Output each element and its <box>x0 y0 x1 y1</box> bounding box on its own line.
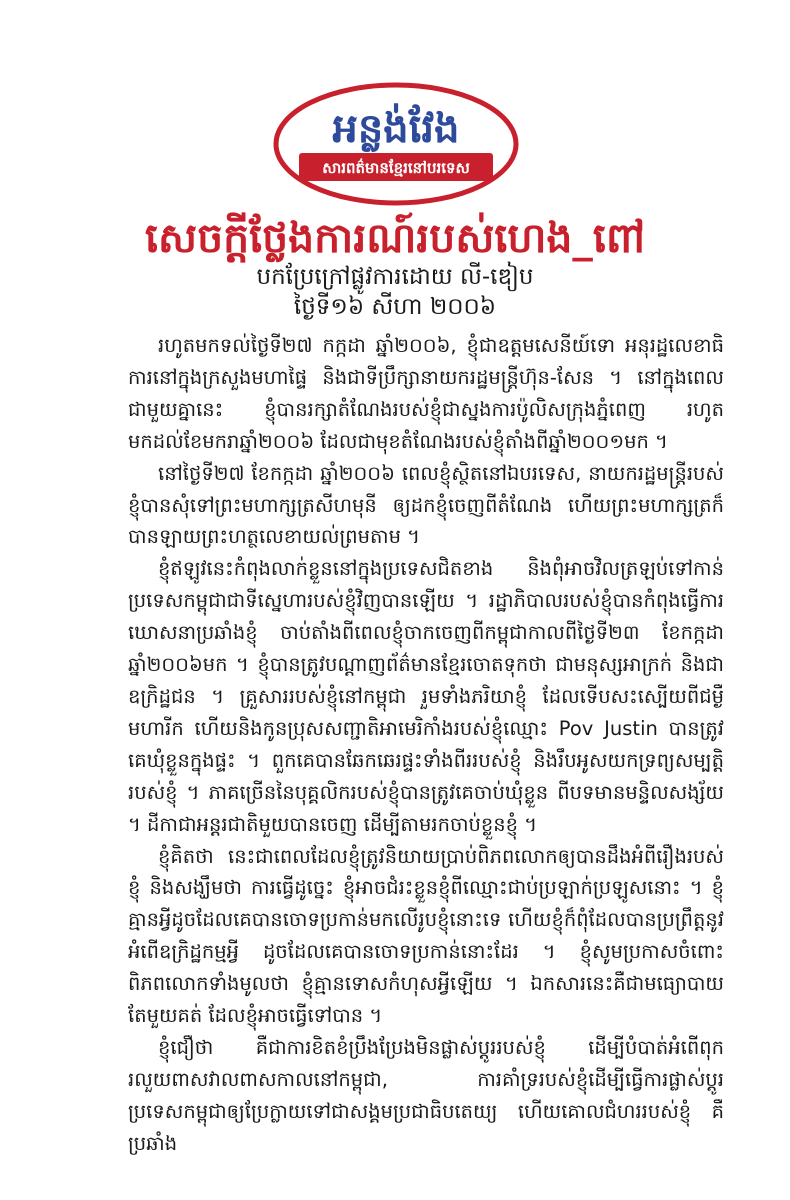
translator-credit: បកប្រែក្រៅផ្លូវការដោយ លី-ឌៀប <box>256 264 534 290</box>
body-paragraph: រហូតមកទល់ថ្ងៃទី២៧ កក្កដា ឆ្នាំ២០០៦, ខ្ញុំជាឧត្តមសេនីយ៍ទោ អនុរដ្ឋលេខាធិការនៅក្នុងក្រសួងមហាផ្ទៃ និងជាទីប្រឹក្សានាយករដ្ឋមន្ត្រីហ៊ុន-សែន ។ នៅក្នុងពេលជាមួយគ្នានេះ ខ្ញុំបានរក្សាតំណែងរបស់ខ្ញុំជាស្នងការប៉ូលិសក្រុងភ្នំពេញ រហូតមកដល់ខែមករាឆ្នាំ២០០៦ ដែលជាមុខតំណែងរបស់ខ្ញុំតាំងពីឆ្នាំ២០០១មក ។ <box>128 334 724 453</box>
statement-title: សេចក្តីថ្លែងការណ៍របស់ហេង_ពៅ <box>145 214 645 262</box>
body-paragraph: ខ្ញុំឥឡូវនេះកំពុងលាក់ខ្លួននៅក្នុងប្រទេសជិតខាង និងពុំអាចវិលត្រឡប់ទៅកាន់ប្រទេសកម្ពុជាជាទីស្នេហារបស់ខ្ញុំវិញបានឡើយ ។ រដ្ឋាភិបាលរបស់ខ្ញុំបានកំពុងធ្វើការឃោសនាប្រឆាំងខ្ញុំ ចាប់តាំងពីពេលខ្ញុំចាកចេញពីកម្ពុជាកាលពីថ្ងៃទី២៣ ខែកក្កដា ឆ្នាំ២០០៦មក ។ ខ្ញុំបានត្រូវបណ្តាញព័ត៌មានខ្មែរចោតទុកថា ជាមនុស្សអាក្រក់ និងជាឧក្រិដ្ឋជន ។ គ្រួសាររបស់ខ្ញុំនៅកម្ពុជា រួមទាំងភរិយាខ្ញុំ ដែលទើបសះស្បើយពីជម្ងឺមហារីក ហើយនិងកូនប្រុសសញ្ជាតិអាមេរិកាំងរបស់ខ្ញុំឈ្មោះ Pov Justin បានត្រូវគេឃុំខ្លួនក្នុងផ្ទះ ។ ពួកគេបានឆែកឆេរផ្ទះទាំងពីររបស់ខ្ញុំ និងរឹបអូសយកទ្រព្យសម្បត្តិរបស់ខ្ញុំ ។ ភាគច្រើននៃបុគ្គលិករបស់ខ្ញុំបានត្រូវគេចាប់ឃុំខ្លួន ពីបទមានមន្ទិលសង្ស័យ ។ ដីកាជាអន្តរជាតិមួយបានចេញ ដើម្បីតាមរកចាប់ខ្លួនខ្ញុំ ។ <box>128 557 724 836</box>
body-paragraph: ខ្ញុំជឿថា គឺជាការខិតខំប្រឹងប្រែងមិនផ្លាស់ប្តូររបស់ខ្ញុំ ដើម្បីបំបាត់អំពើពុករលួយពាសវាលពាសកាលនៅកម្ពុជា, ការគាំទ្ររបស់ខ្ញុំដើម្បីធ្វើការផ្លាស់ប្តូរប្រទេសកម្ពុជាឲ្យប្រែក្លាយទៅជាសង្គមប្រជាធិបតេយ្យ ហើយគោលជំហររបស់ខ្ញុំ គឺប្រឆាំង <box>128 1035 724 1155</box>
logo-emblem <box>271 80 521 208</box>
logo-banner-text: សារពត៌មានខ្មែរនៅបរទេស <box>322 159 470 177</box>
body-paragraph: នៅថ្ងៃទី២៧ ខែកក្កដា ឆ្នាំ២០០៦ ពេលខ្ញុំស្ថិតនៅឯបរទេស, នាយករដ្ឋមន្ត្រីរបស់ខ្ញុំបានសុំទៅព្រះមហាក្សត្រសីហមុនី ឲ្យដកខ្ញុំចេញពីតំណែង ហើយព្រះមហាក្សត្រក៏បានឡាយព្រះហត្ថលេខាយល់ព្រមតាម ។ <box>128 461 724 549</box>
statement-date: ថ្ងៃទី១៦ សីហា ២០០៦ <box>293 294 497 320</box>
newspaper-logo <box>271 80 521 208</box>
body-paragraph: ខ្ញុំគិតថា នេះជាពេលដែលខ្ញុំត្រូវនិយាយប្រាប់ពិភពលោកឲ្យបានដឹងអំពីរឿងរបស់ខ្ញុំ និងសង្ឃឹមថា ការធ្វើដូច្នេះ ខ្ញុំអាចជំរះខ្លួនខ្ញុំពីឈ្មោះជាប់ប្រឡាក់ប្រឡូសនោះ ។ ខ្ញុំគ្មានអ្វីដូចដែលគេបានចោទប្រកាន់មកលើរូបខ្ញុំនោះទេ ហើយខ្ញុំក៏ពុំដែលបានប្រព្រឹត្តនូវអំពើឧក្រិដ្ឋកម្មអ្វី ដូចដែលគេបានចោទប្រកាន់នោះដែរ ។ ខ្ញុំសូមប្រកាសចំពោះពិភពលោកទាំងមូលថា ខ្ញុំគ្មានទោសកំហុសអ្វីឡើយ ។ ឯកសារនេះគឺជាមធ្យោបាយតែមួយគត់ ដែលខ្ញុំអាចធ្វើទៅបាន ។ <box>128 844 724 1028</box>
statement-body <box>128 330 724 1160</box>
logo-title-text: អន្លង់វែង <box>332 106 460 152</box>
